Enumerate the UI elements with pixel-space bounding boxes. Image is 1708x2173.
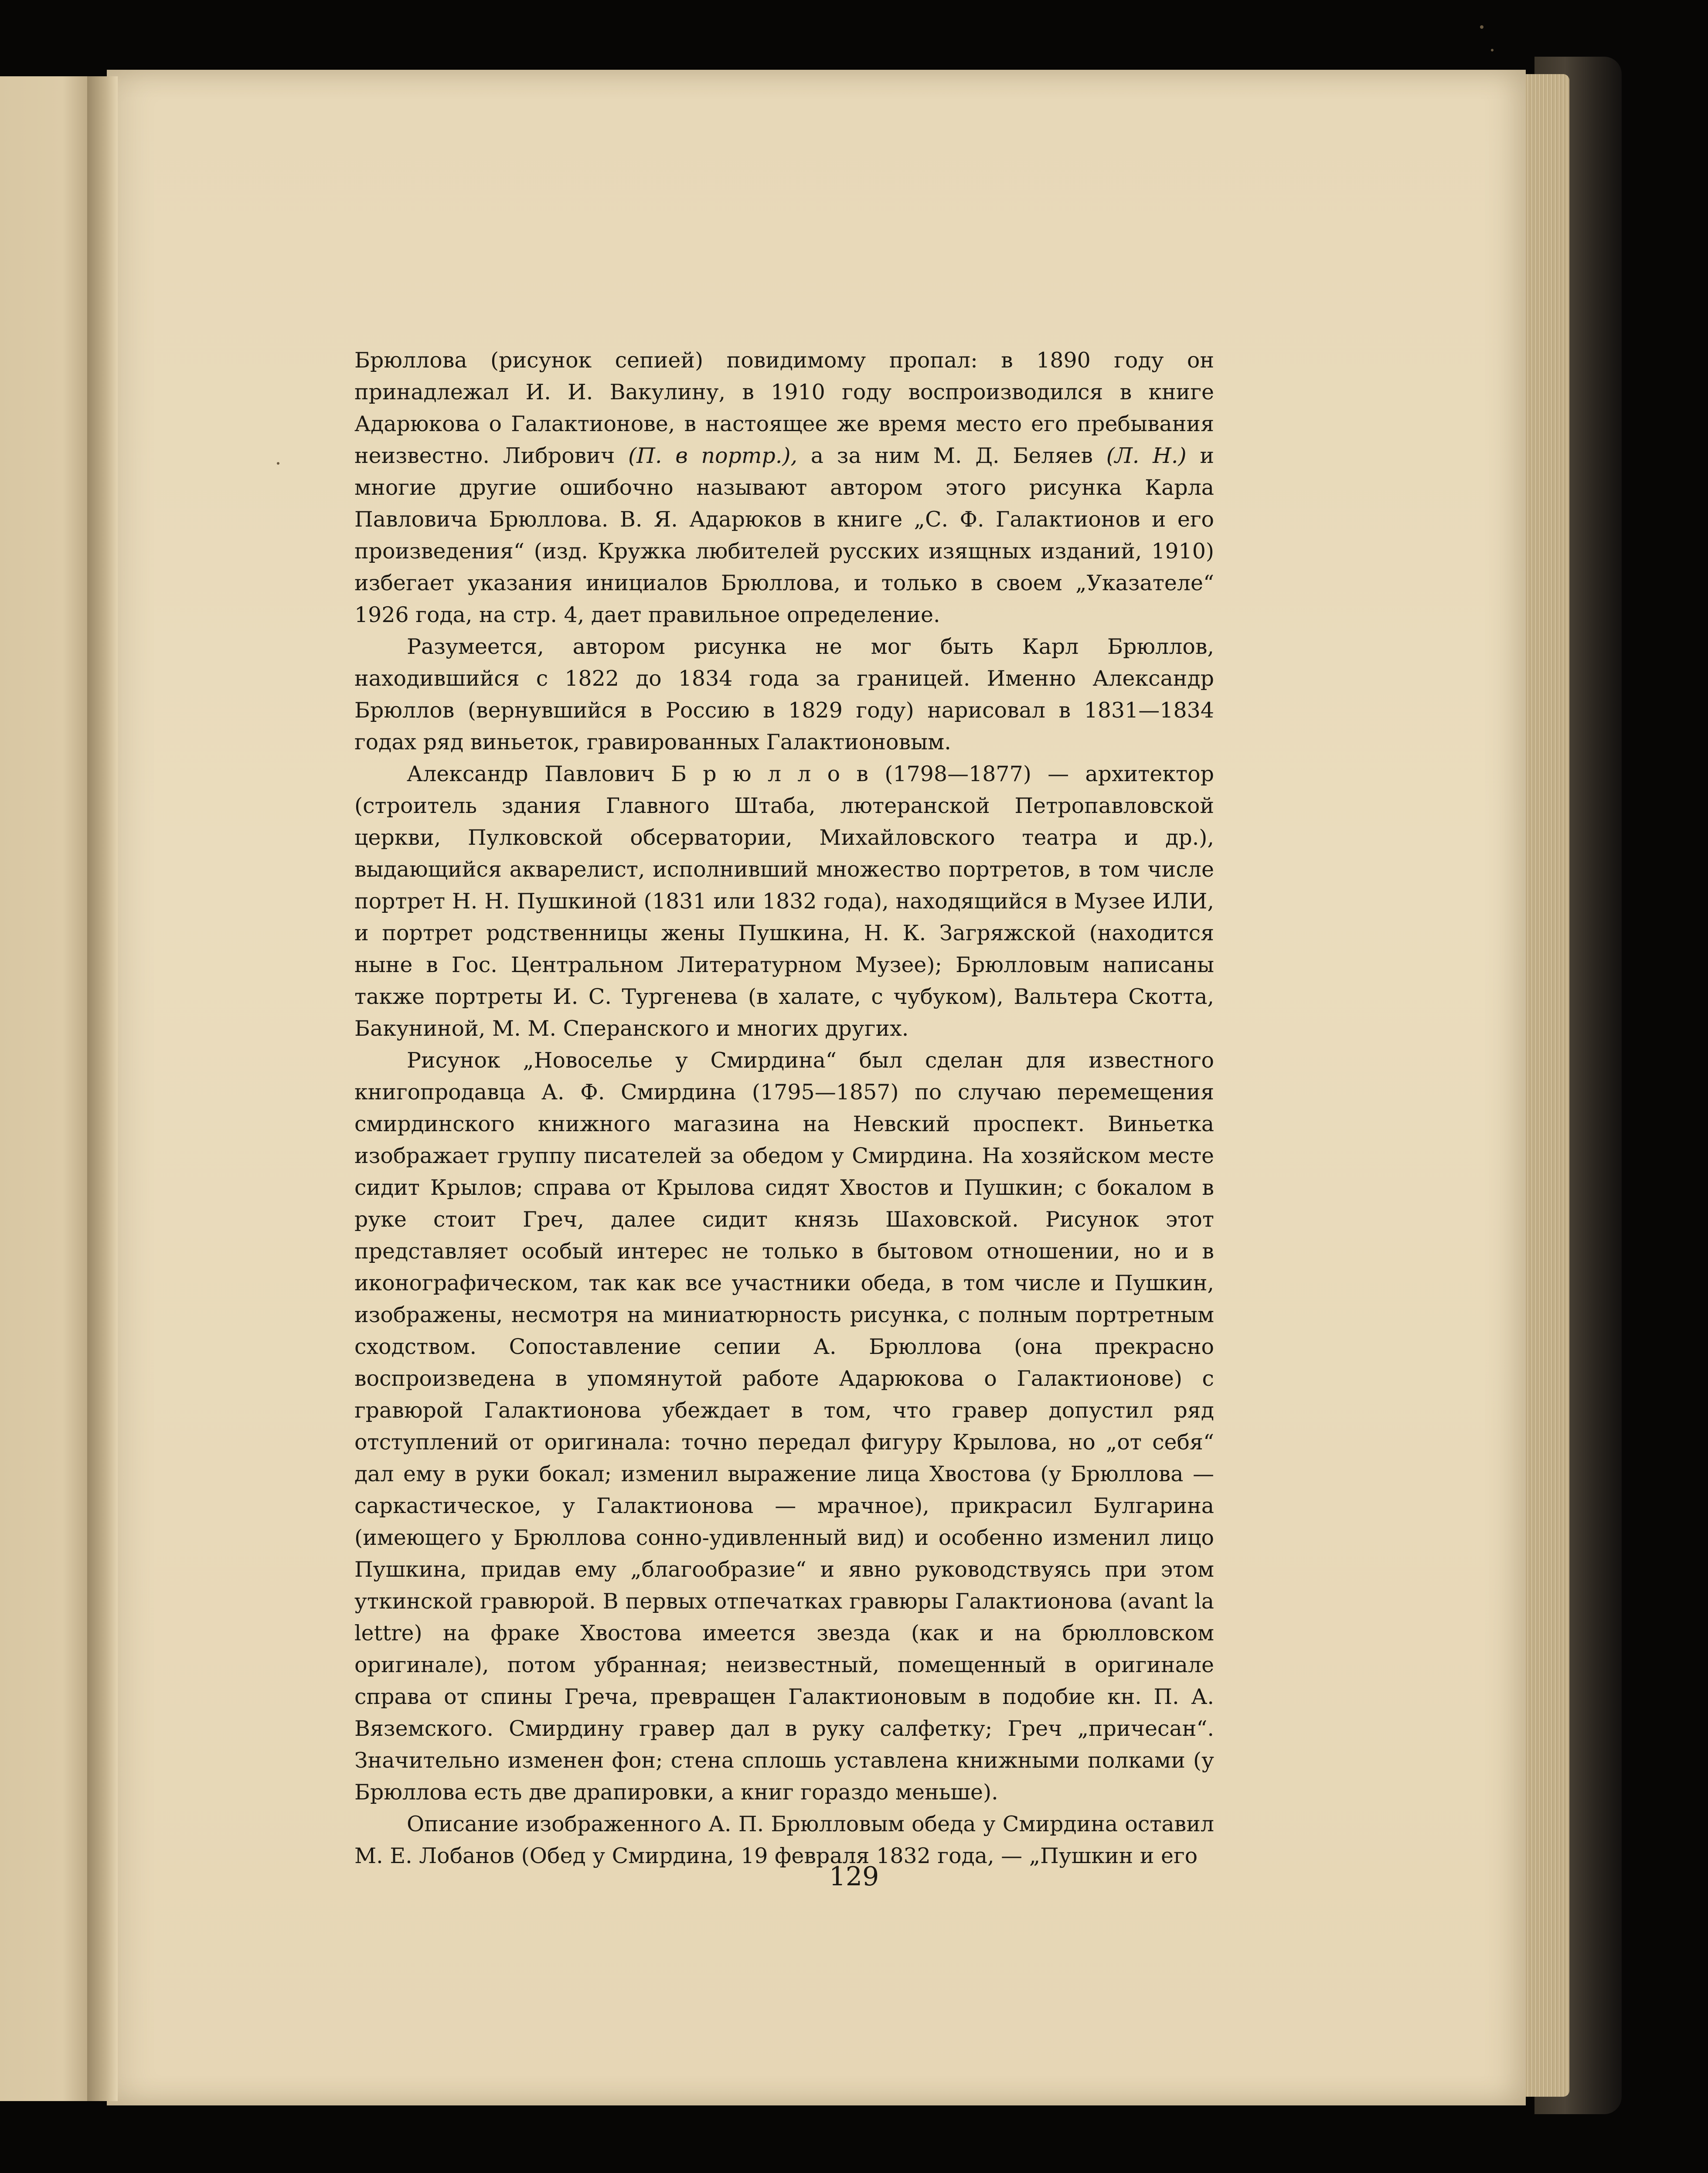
text-segment: Разумеется, автором рисунка не мог быть Карл Брюллов, находившийся с 1822 до 1834 года за границей. Именно Александр Брюллов (вернувшийся в Россию в 1829 году) нарисовал в 1831—1834 годах ряд виньеток, гравированных Галактионовым. xyxy=(354,634,1214,755)
text-segment: Описание изображенного А. П. Брюлловым обеда у Смирдина оставил М. Е. Лобанов (Обед у Смирдина, 19 февраля 1832 года, — „Пушкин и его xyxy=(354,1812,1214,1868)
text-segment: а за ним М. Д. Беляев xyxy=(797,443,1106,468)
text-segment: Рисунок „Новоселье у Смирдина“ был сделан для известного книгопродавца А. Ф. Смирдина (1795—1857) по случаю перемещения смирдинского книжного магазина на Невский проспект. Виньетка изображает группу писателей за обедом у Смирдина. На хозяйском месте сидит Крылов; справа от Крылова сидят Хвостов и Пушкин; с бокалом в руке стоит Греч, далее сидит князь Шаховской. Рисунок этот представляет особый интерес не только в бытовом отношении, но и в иконографическом, так как все участники обеда, в том числе и Пушкин, изображены, несмотря на миниатюрность рисунка, с полным портретным сходством. Сопоставление сепии А. Брюллова (она прекрасно воспроизведена в упомянутой работе Адарюкова о Галактионове) с гравюрой Галактионова убеждает в том, что гравер допустил ряд отступлений от оригинала: точно передал фигуру Крылова, но „от себя“ дал ему в руки бокал; изменил выражение лица Хвостова (у Брюллова — саркастическое, у Галактионова — мрачное), прикрасил Булгарина (имеющего у Брюллова сонно-удивленный вид) и особенно изменил лицо Пушкина, придав ему „благообразие“ и явно руководствуясь при этом уткинской гравюрой. В первых отпечатках гравюры Галактионова (avant la lettre) на фраке Хвостова имеется звезда (как и на брюлловском оригинале), потом убранная; неизвестный, помещенный в оригинале справа от спины Греча, превращен Галактионовым в подобие кн. П. А. Вяземского. Смирдину гравер дал в руку салфетку; Греч „причесан“. Значительно изменен фон; стена сплошь уставлена книжными полками (у Брюллова есть две драпировки, а книг гораздо меньше). xyxy=(354,1048,1214,1805)
italic-citation: (Л. Н.) xyxy=(1106,443,1187,468)
paragraph xyxy=(354,344,1214,631)
dust-speck xyxy=(1491,49,1494,51)
page-gutter xyxy=(87,76,118,2101)
text-segment: Александр Павлович Б р ю л л о в (1798—1877) — архитектор (строитель здания Главного Штаба, лютеранской Петропавловской церкви, Пулковской обсерватории, Михайловского театра и др.), выдающийся акварелист, исполнивший множество портретов, в том числе портрет Н. Н. Пушкиной (1831 или 1832 года), находящийся в Музее ИЛИ, и портрет родственницы жены Пушкина, Н. К. Загряжской (находится ныне в Гос. Центральном Литературном Музее); Брюлловым написаны также портреты И. С. Тургенева (в халате, с чубуком), Вальтера Скотта, Бакуниной, М. М. Сперанского и многих других. xyxy=(354,762,1214,1041)
italic-citation: (П. в портр.), xyxy=(628,443,798,468)
paragraph xyxy=(354,758,1214,1044)
dust-speck xyxy=(1480,25,1483,29)
paragraph xyxy=(354,1044,1214,1808)
paragraph xyxy=(354,631,1214,758)
dust-speck xyxy=(277,462,279,465)
page-edges xyxy=(1521,74,1569,2097)
page-number: 129 xyxy=(829,1861,879,1892)
text-segment: Брюллова (рисунок сепией) повидимому пропал: в 1890 году он принадлежал И. И. Вакулину, в 1910 году воспроизводился в книге Адарюкова о Галактионове, в настоящее же время место его пребывания неизвестно. Либрович xyxy=(354,348,1214,468)
text-segment: и многие другие ошибочно называют автором этого рисунка Карла Павловича Брюллова. В. Я. Адарюков в книге „С. Ф. Галактионов и его произведения“ (изд. Кружка любителей русских изящных изданий, 1910) избегает указания инициалов Брюллова, и только в своем „Указателе“ 1926 года, на стр. 4, дает правильное определение. xyxy=(354,443,1215,627)
body-text xyxy=(354,344,1214,1872)
